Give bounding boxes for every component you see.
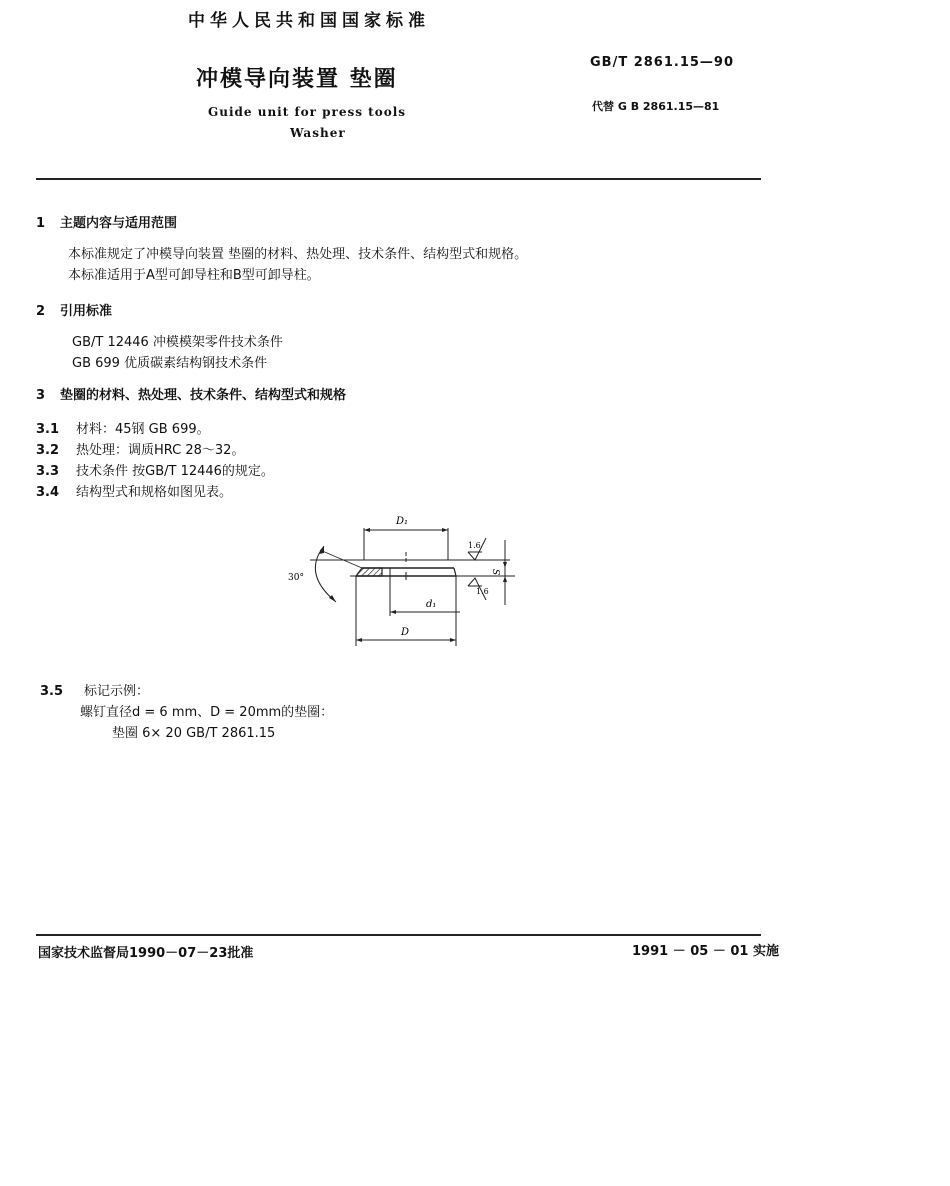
- clause-text: 热处理：调质HRC 28～32。: [76, 443, 245, 458]
- section-title: 垫圈的材料、热处理、技术条件、结构型式和规格: [60, 388, 347, 403]
- reference-gb-699: GB 699 优质碳素结构钢技术条件: [72, 356, 268, 371]
- clause-text: 结构型式和规格如图见表。: [76, 485, 233, 500]
- roughness-bottom-value: 1.6: [476, 587, 489, 596]
- clause-3-5: [40, 680, 149, 699]
- dimension-d1-inner-label: d₁: [426, 599, 437, 610]
- washer-section-drawing: [280, 510, 520, 655]
- document-title-en-line1: Guide unit for press tools: [208, 105, 407, 119]
- clause-number: 3.1: [36, 422, 60, 437]
- clause-3-1: [36, 418, 210, 437]
- clause-number: 3.3: [36, 464, 60, 479]
- marking-example-designation: 垫圈 6× 20 GB/T 2861.15: [112, 726, 276, 741]
- section-1-paragraph-1: 本标准规定了冲模导向装置 垫圈的材料、热处理、技术条件、结构型式和规格。: [68, 247, 528, 262]
- clause-text: 标记示例：: [84, 684, 150, 699]
- national-standard-header: 中华人民共和国国家标准: [188, 11, 430, 31]
- clause-text: 材料：45钢 GB 699。: [76, 422, 210, 437]
- section-1-heading: [36, 212, 177, 231]
- roughness-top-value: 1.6: [468, 541, 481, 550]
- clause-3-3: [36, 460, 274, 479]
- replaces-standard: 代替 G B 2861.15—81: [592, 100, 720, 113]
- clause-number: 3.2: [36, 443, 60, 458]
- clause-text: 技术条件 按GB/T 12446的规定。: [76, 464, 274, 479]
- section-number: 3: [36, 388, 46, 403]
- approval-info: 国家技术监督局1990－07－23批准: [38, 946, 254, 961]
- clause-number: 3.4: [36, 485, 60, 500]
- clause-3-2: [36, 439, 244, 458]
- marking-example-description: 螺钉直径d = 6 mm、D = 20mm的垫圈：: [80, 705, 334, 720]
- reference-gbt-12446: GB/T 12446 冲模模架零件技术条件: [72, 335, 283, 350]
- angle-30-label: 30°: [288, 573, 304, 583]
- section-number: 1: [36, 216, 46, 231]
- section-3-heading: [36, 384, 346, 403]
- section-number: 2: [36, 304, 46, 319]
- section-title: 引用标准: [60, 304, 113, 319]
- document-title-cn: 冲模导向装置 垫圈: [196, 67, 398, 92]
- footer-rule: [36, 934, 761, 936]
- document-title-en-line2: Washer: [290, 126, 346, 140]
- section-2-heading: [36, 300, 112, 319]
- clause-number: 3.5: [40, 684, 64, 699]
- section-1-paragraph-2: 本标准适用于A型可卸导柱和B型可卸导柱。: [68, 268, 320, 283]
- dimension-d-outer-label: D: [401, 627, 410, 638]
- dimension-d1-outer-label: D₁: [396, 516, 409, 527]
- section-title: 主题内容与适用范围: [60, 216, 178, 231]
- effective-date: 1991 － 05 － 01 实施: [632, 944, 779, 959]
- clause-3-4: [36, 481, 232, 500]
- dimension-s-label: S: [490, 569, 500, 576]
- standard-code: GB/T 2861.15—90: [590, 55, 735, 70]
- header-rule: [36, 178, 761, 180]
